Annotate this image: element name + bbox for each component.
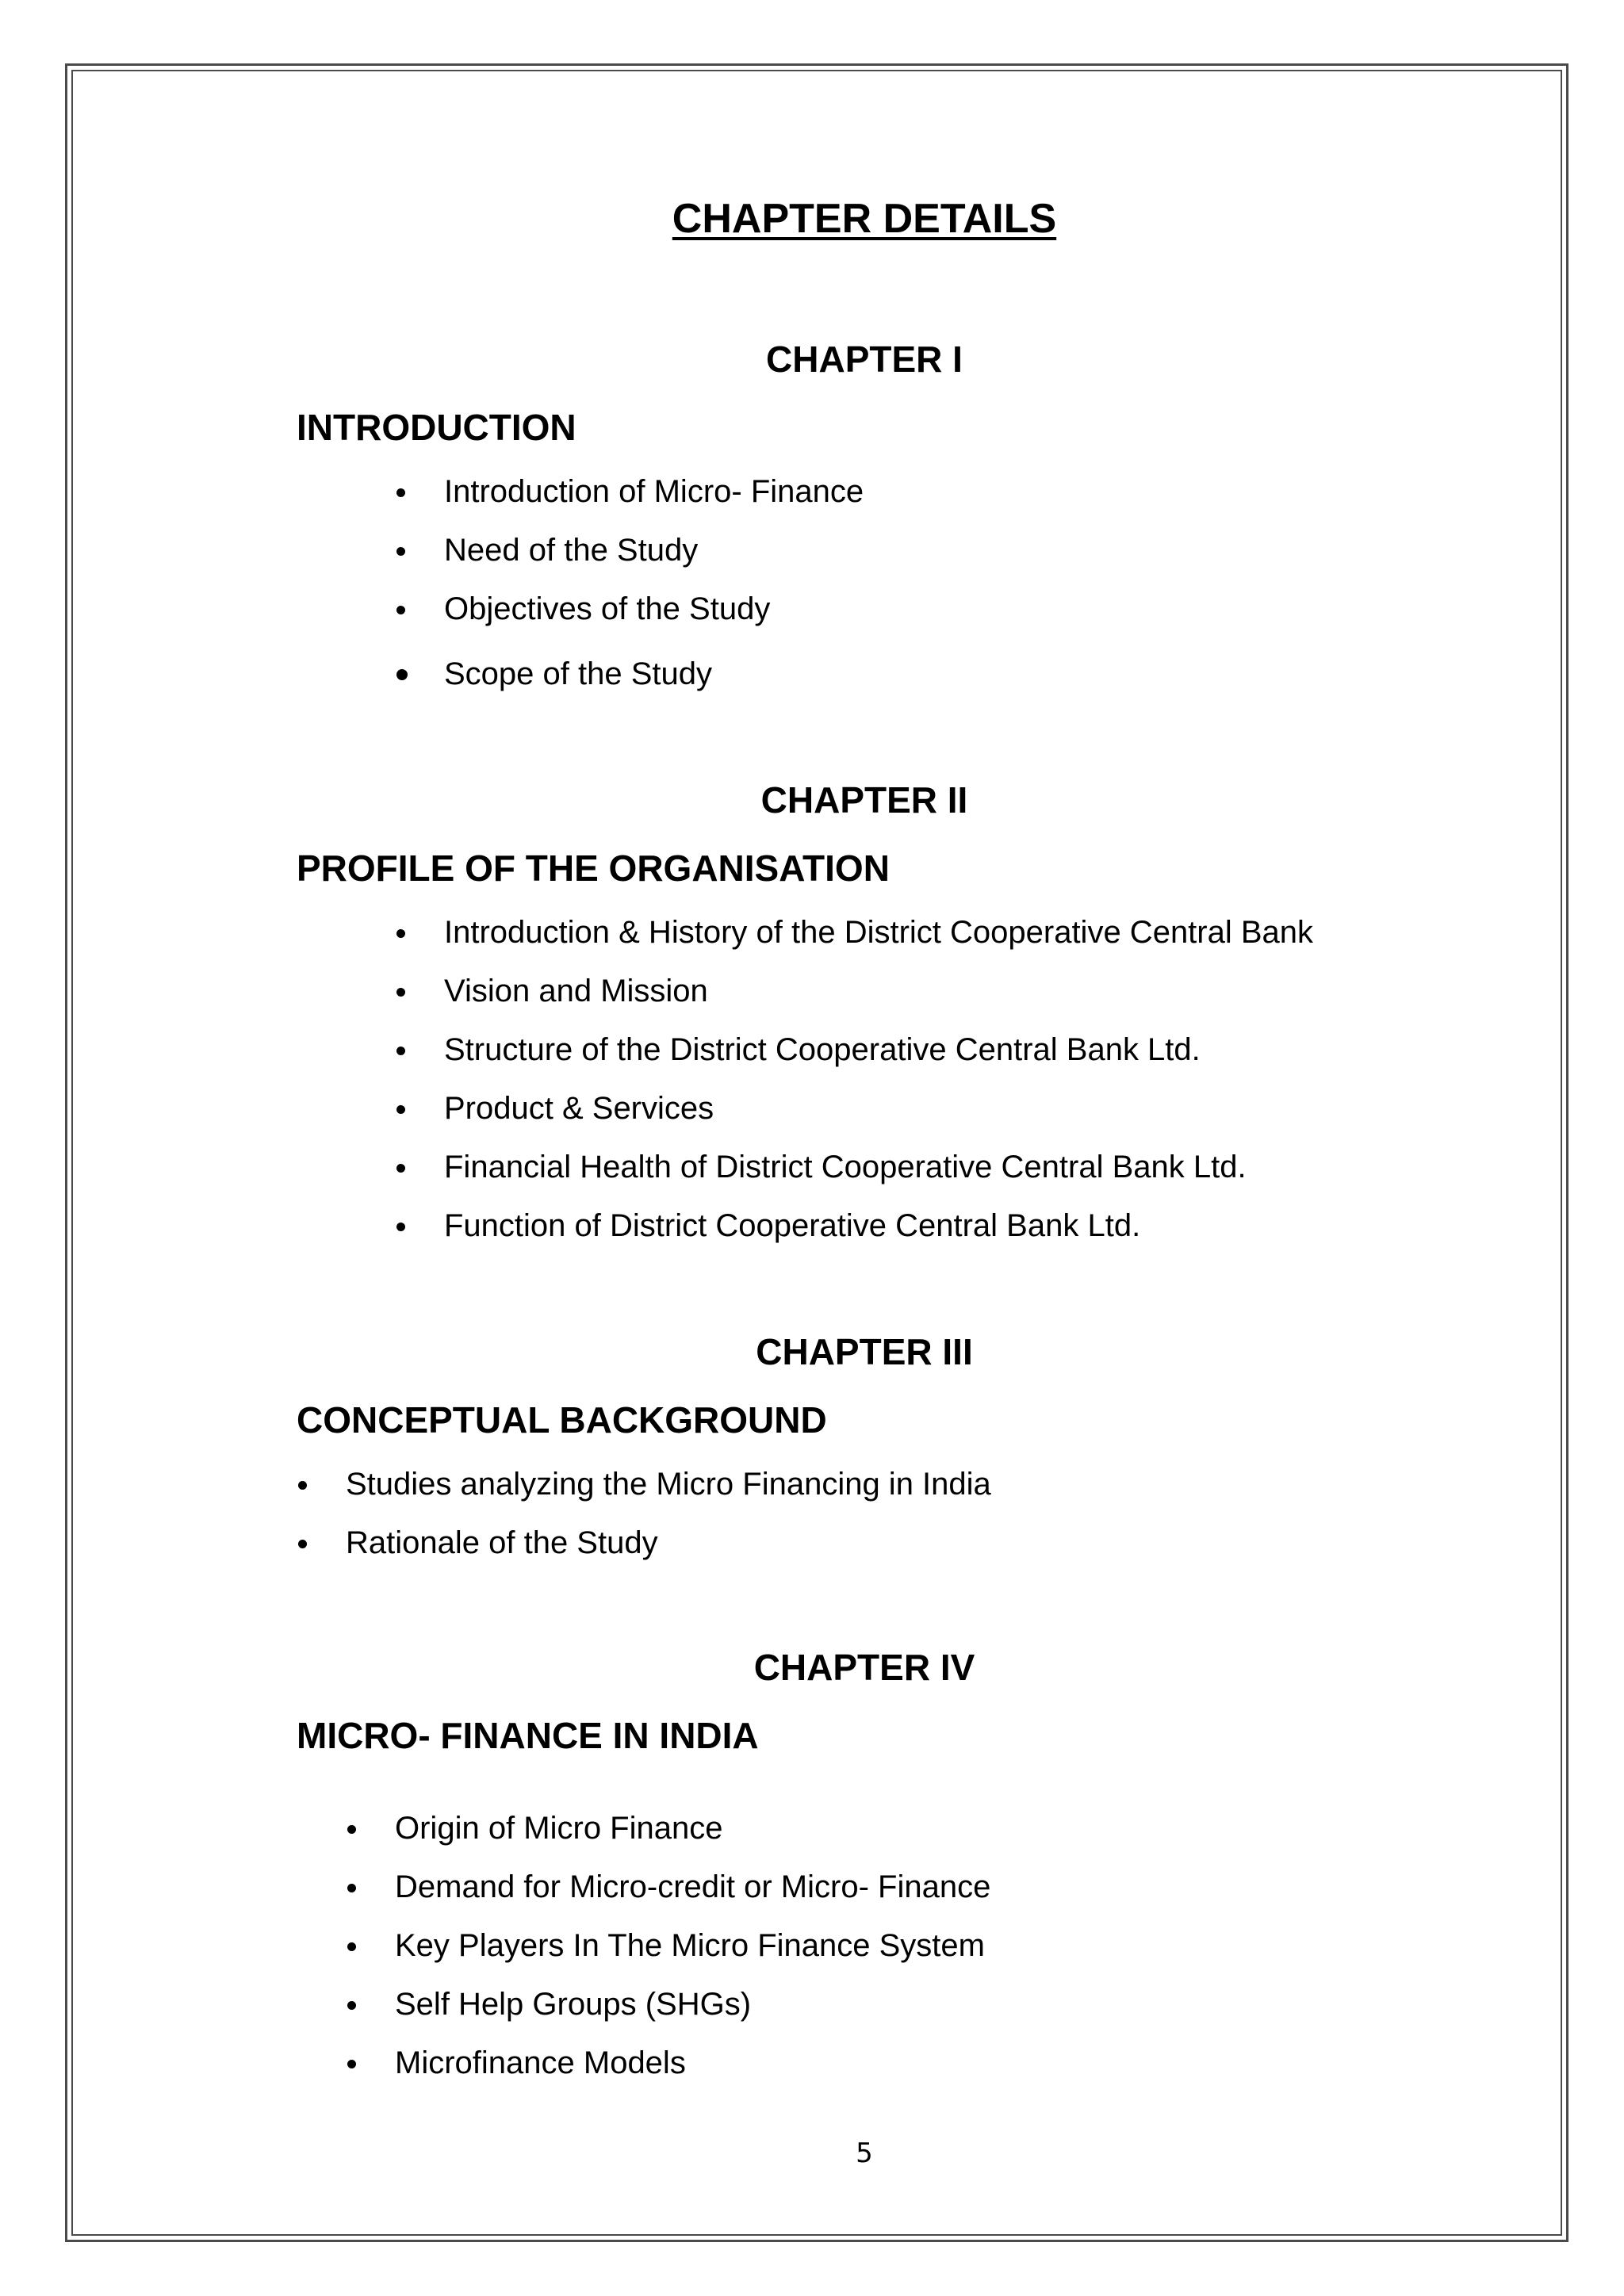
bullet-icon — [298, 1481, 307, 1490]
list-item: Self Help Groups (SHGs) — [347, 1987, 751, 2022]
list-item: Function of District Cooperative Central Bank Ltd. — [396, 1208, 1140, 1244]
bullet-icon — [396, 547, 405, 556]
list-item: Scope of the Study — [396, 656, 712, 692]
bullet-icon — [347, 2060, 356, 2068]
list-item: Objectives of the Study — [396, 591, 770, 627]
bullet-icon — [347, 1942, 356, 1951]
bullet-icon — [396, 929, 405, 938]
list-item: Introduction & History of the District Cooperative Central Bank — [396, 915, 1313, 951]
chapter-heading: INTRODUCTION — [297, 407, 576, 448]
chapter-label: CHAPTER III — [756, 1331, 973, 1372]
bullet-icon — [396, 1105, 405, 1114]
bullet-icon — [396, 1223, 405, 1231]
chapter-heading: MICRO- FINANCE IN INDIA — [297, 1715, 759, 1756]
chapter-heading: PROFILE OF THE ORGANISATION — [297, 848, 890, 889]
chapter-label: CHAPTER IV — [753, 1647, 975, 1688]
list-item: Origin of Micro Finance — [347, 1811, 722, 1846]
list-item: Studies analyzing the Micro Financing in India — [298, 1467, 991, 1502]
bullet-icon — [298, 1540, 307, 1548]
list-item: Microfinance Models — [347, 2045, 686, 2081]
bullet-icon — [396, 669, 408, 680]
bullet-icon — [347, 1884, 356, 1892]
list-item: Introduction of Micro- Finance — [396, 474, 864, 510]
list-item: Structure of the District Cooperative Central Bank Ltd. — [396, 1032, 1201, 1068]
bullet-icon — [396, 606, 405, 614]
list-item: Product & Services — [396, 1091, 714, 1127]
page-title: CHAPTER DETAILS — [672, 196, 1057, 242]
list-item: Key Players In The Micro Finance System — [347, 1928, 985, 1964]
bullet-icon — [396, 488, 405, 497]
bullet-icon — [396, 988, 405, 997]
list-item: Financial Health of District Cooperative Central Bank Ltd. — [396, 1150, 1247, 1185]
chapter-label: CHAPTER I — [766, 339, 963, 380]
chapter-label: CHAPTER II — [760, 779, 968, 821]
list-item: Demand for Micro-credit or Micro- Finance — [347, 1869, 990, 1905]
list-item: Rationale of the Study — [298, 1525, 658, 1561]
bullet-icon — [396, 1047, 405, 1055]
page-number: 5 — [856, 2137, 873, 2169]
bullet-icon — [347, 1825, 356, 1834]
list-item: Need of the Study — [396, 533, 698, 568]
list-item: Vision and Mission — [396, 974, 708, 1009]
bullet-icon — [396, 1164, 405, 1173]
chapter-heading: CONCEPTUAL BACKGROUND — [297, 1399, 827, 1441]
bullet-icon — [347, 2001, 356, 2010]
